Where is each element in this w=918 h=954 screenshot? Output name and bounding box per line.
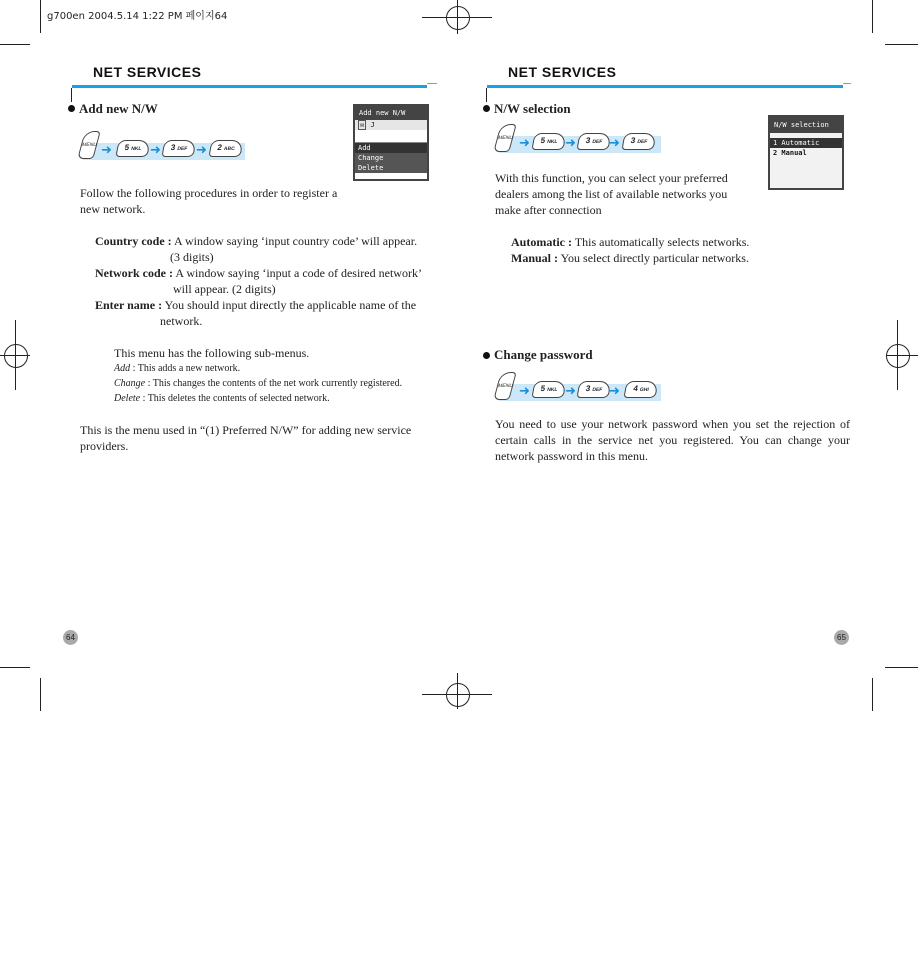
title-rule — [843, 83, 851, 84]
definition-manual: Manual : You select directly particular networks. — [511, 251, 749, 265]
menu-key-icon: MENU — [493, 372, 517, 400]
body-paragraph: You need to use your network password when you set the rejection of certain calls in the service net you registered. You can change your network password in this menu. — [495, 417, 850, 463]
phone-screen-title: N/W selection — [770, 117, 842, 133]
definition-network-code: Network code : A window saying ‘input a code of desired network’ — [95, 266, 422, 280]
page-number: 64 — [63, 630, 78, 645]
crop-mark — [40, 678, 41, 711]
key-sequence — [499, 136, 661, 153]
key-3-icon: 3 DEF — [577, 381, 612, 398]
page-number: 65 — [834, 630, 849, 645]
key-5-icon: 5 NKL — [532, 133, 567, 150]
submenu-item: Add : This adds a new network. — [114, 363, 241, 374]
arrow-icon: ➜ — [101, 143, 112, 158]
key-3-icon: 3 DEF — [577, 133, 612, 150]
footer-paragraph: This is the menu used in “(1) Preferred N/W” for adding new service providers. — [80, 423, 412, 453]
key-sequence — [83, 143, 245, 160]
definition-enter-name: Enter name : You should input directly the applicable name of the — [95, 298, 417, 312]
key-5-icon: 5 NKL — [116, 140, 151, 157]
key-3-icon: 3 DEF — [622, 133, 657, 150]
key-sequence — [499, 384, 661, 401]
phone-entry-row: ✉ J — [355, 120, 427, 130]
title-rule — [427, 83, 437, 84]
section-title: N/W selection — [494, 101, 571, 116]
definition-continuation: network. — [160, 314, 203, 328]
crop-mark — [872, 678, 873, 711]
arrow-icon: ➜ — [609, 384, 620, 399]
key-2-icon: 2 ABC — [209, 140, 244, 157]
section-title: Add new N/W — [79, 101, 158, 116]
definition-automatic: Automatic : This automatically selects networks. — [511, 235, 750, 249]
phone-menu-item-manual: 2 Manual — [773, 149, 807, 157]
phone-screen — [353, 104, 429, 181]
arrow-icon: ➜ — [150, 143, 161, 158]
menu-key-icon: MENU — [493, 124, 517, 152]
section-title: Change password — [494, 347, 593, 362]
phone-menu-item: Add — [355, 143, 427, 153]
crop-mark — [885, 44, 918, 45]
crop-mark — [872, 0, 873, 33]
crop-mark — [40, 0, 41, 33]
page-title: NET SERVICES — [93, 64, 202, 80]
bullet-stem — [486, 88, 487, 102]
bullet-icon — [483, 105, 490, 112]
title-underline — [72, 85, 427, 88]
definition-continuation: will appear. (2 digits) — [173, 282, 276, 296]
crop-mark — [0, 667, 30, 668]
definition-list — [95, 233, 435, 329]
intro-paragraph: With this function, you can select your preferred dealers among the list of available networks you make after connection — [495, 171, 728, 217]
submenu-item: Delete : This deletes the contents of selected network. — [114, 393, 330, 404]
arrow-icon: ➜ — [565, 384, 576, 399]
definition-continuation: (3 digits) — [170, 250, 214, 264]
title-underline — [487, 85, 843, 88]
menu-key-icon: MENU — [77, 131, 101, 159]
bullet-stem — [71, 88, 72, 102]
crop-mark — [0, 44, 30, 45]
phone-menu-item: Delete — [355, 163, 427, 173]
intro-paragraph: Follow the following procedures in order to register a new network. — [80, 186, 338, 216]
print-header: g700en 2004.5.14 1:22 PM 페이지64 — [47, 11, 228, 22]
arrow-icon: ➜ — [519, 384, 530, 399]
bullet-icon — [483, 352, 490, 359]
phone-screen-title: Add new N/W — [355, 106, 427, 120]
phone-screen — [768, 115, 844, 190]
bullet-icon — [68, 105, 75, 112]
phone-menu-item-automatic: 1 Automatic — [770, 138, 842, 148]
submenu-item: Change : This changes the contents of the net work currently registered. — [114, 378, 403, 389]
arrow-icon: ➜ — [609, 136, 620, 151]
page-title: NET SERVICES — [508, 64, 617, 80]
arrow-icon: ➜ — [196, 143, 207, 158]
key-3-icon: 3 DEF — [162, 140, 197, 157]
definition-country-code: Country code : A window saying ‘input country code’ will appear. — [95, 234, 418, 248]
submenu-list — [114, 361, 434, 406]
arrow-icon: ➜ — [565, 136, 576, 151]
key-4-icon: 4 GHI — [624, 381, 659, 398]
phone-menu-item: Change — [355, 153, 427, 163]
arrow-icon: ➜ — [519, 136, 530, 151]
key-5-icon: 5 NKL — [532, 381, 567, 398]
definition-list — [511, 234, 811, 266]
crop-mark — [885, 667, 918, 668]
submenu-intro: This menu has the following sub-menus. — [114, 346, 310, 360]
